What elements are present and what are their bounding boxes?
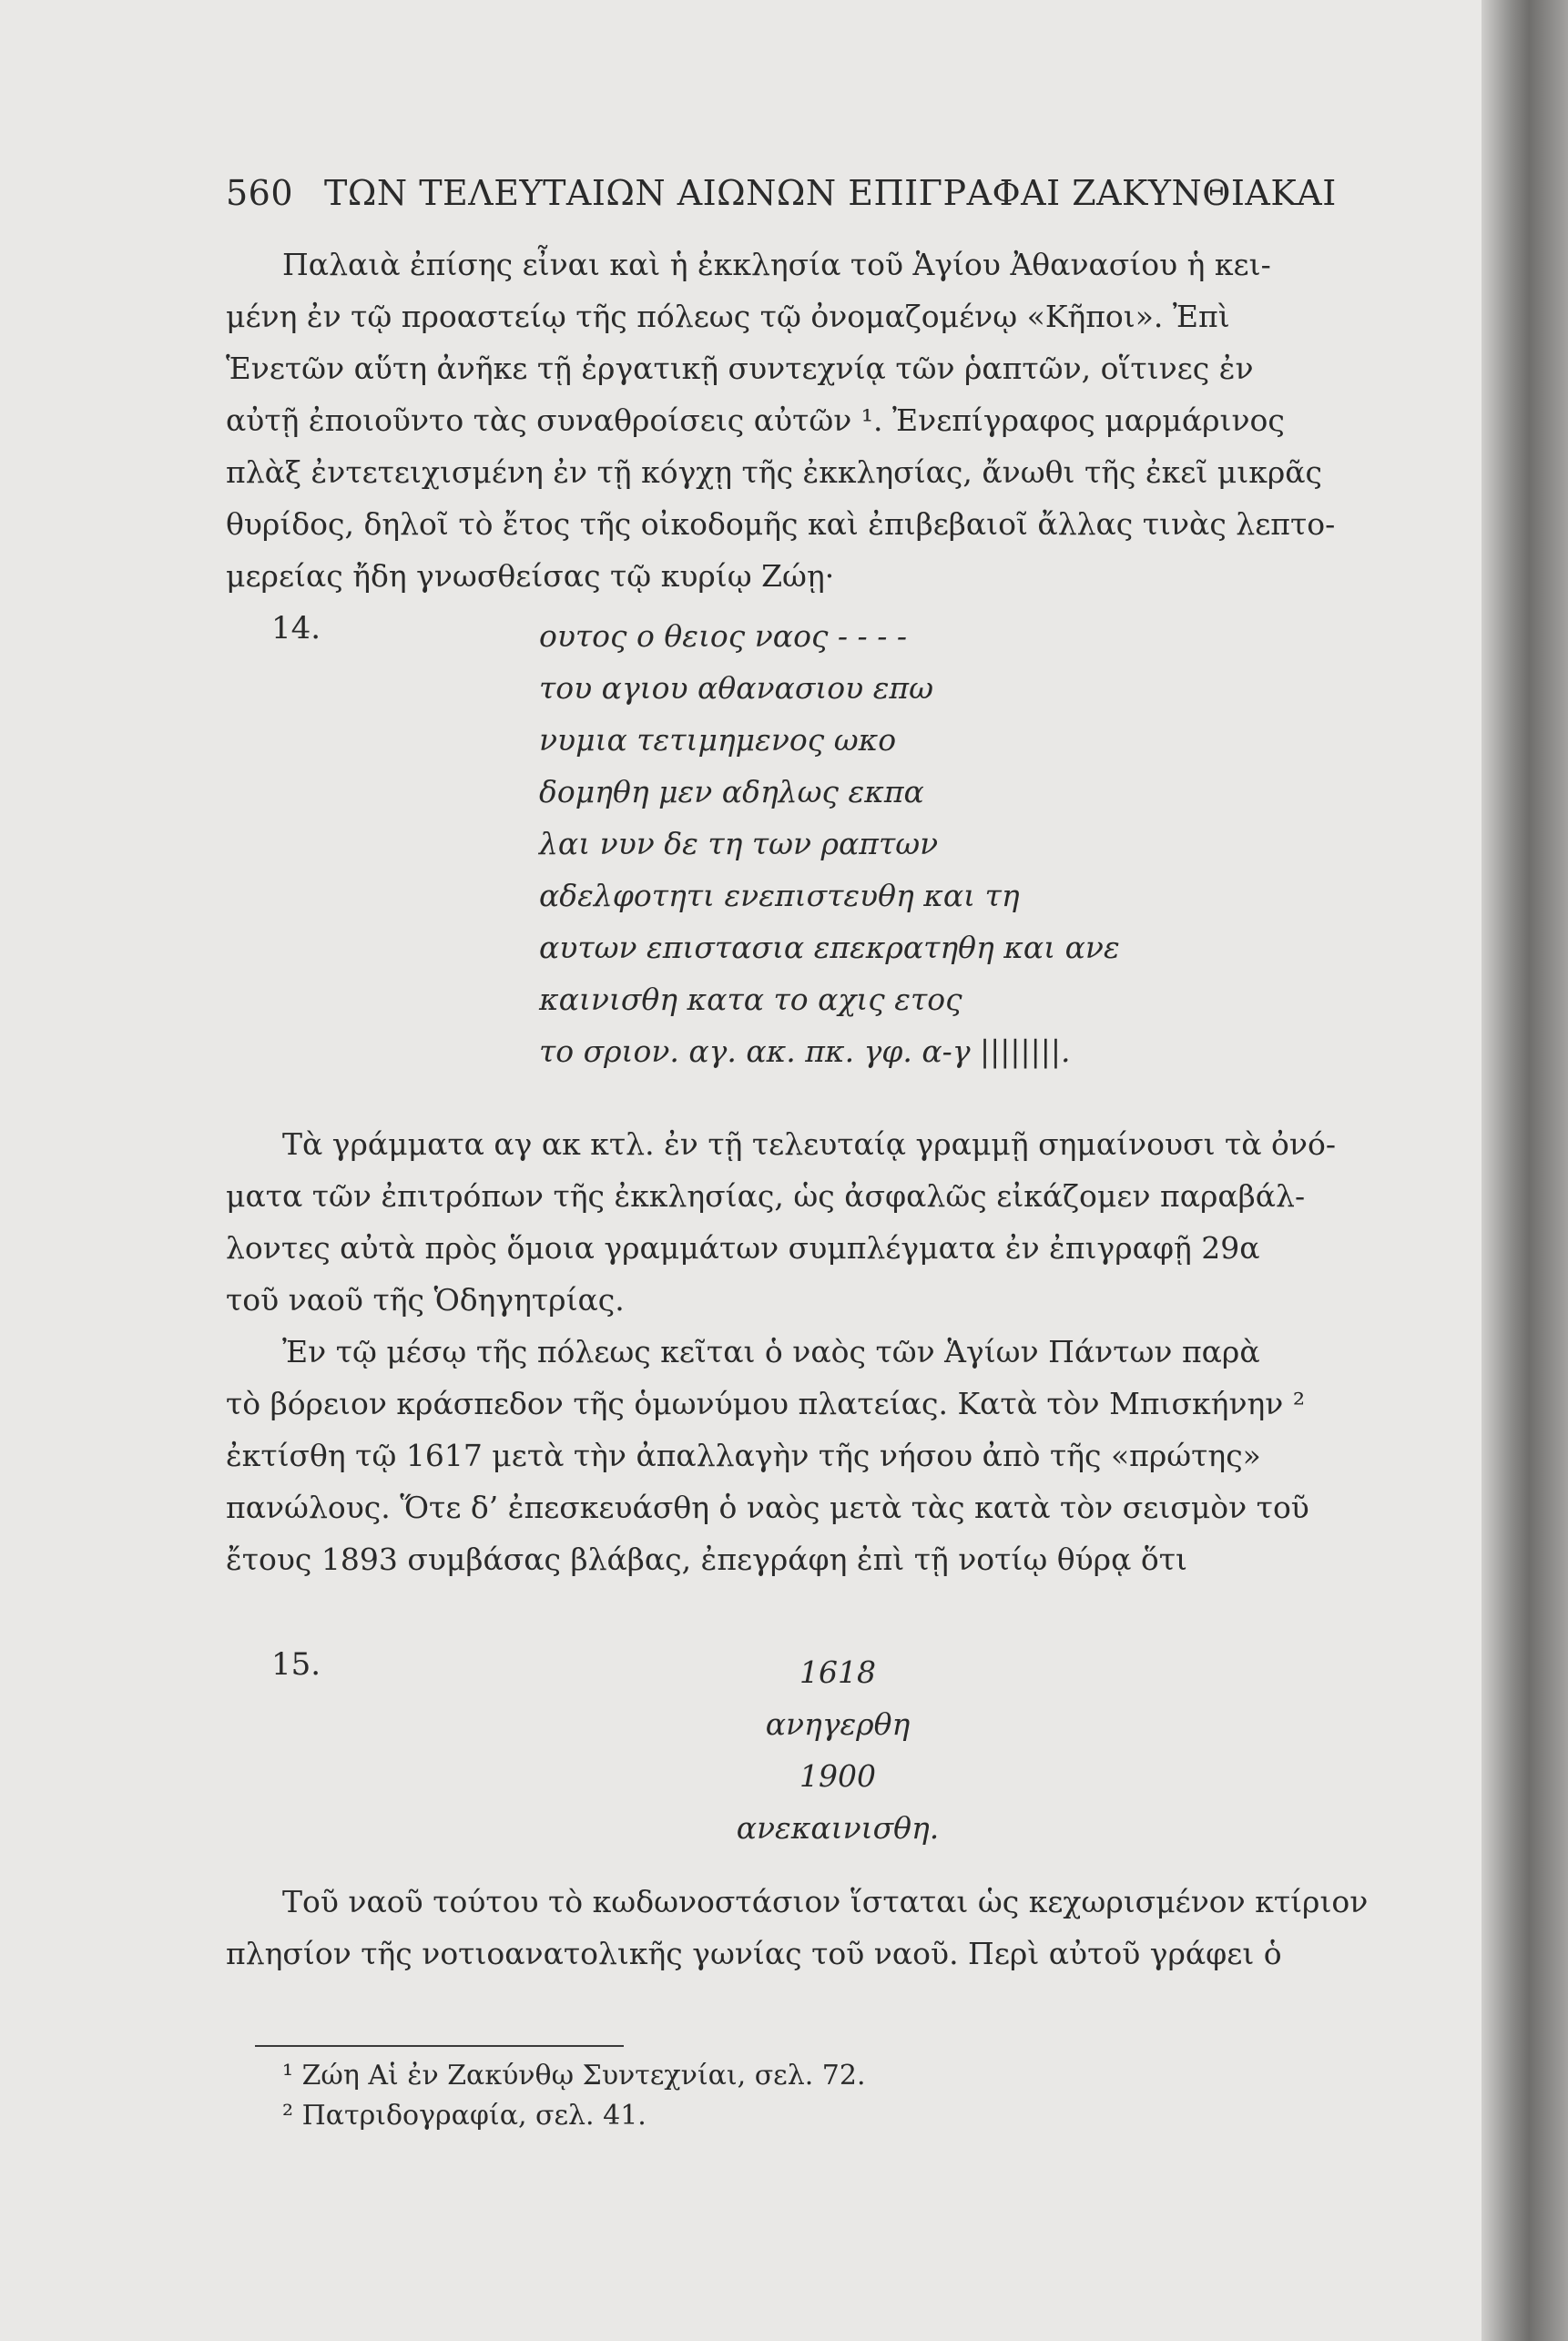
text-line: ματα τῶν ἐπιτρόπων τῆς ἐκκλησίας, ὡς ἀσφαλῶς εἰκάζομεν παραβάλ- (226, 1178, 1306, 1214)
footnote-rule (255, 2045, 624, 2047)
page-edge-shadow (1481, 0, 1568, 2341)
text-line: ἔτους 1893 συμβάσας βλάβας, ἐπεγράφη ἐπὶ τῇ νοτίῳ θύρᾳ ὅτι (226, 1542, 1187, 1577)
text-line: μερείας ἤδη γνωσθείσας τῷ κυρίῳ Ζώῃ· (226, 558, 835, 594)
text-line: ἐκτίσθη τῷ 1617 μετὰ τὴν ἀπαλλαγὴν τῆς νήσου ἀπὸ τῆς «πρώτης» (226, 1438, 1261, 1473)
inscription-line: το σριον. αγ. ακ. πκ. γφ. α-γ ||||||||. (539, 1033, 1071, 1069)
inscription-14 (539, 610, 1120, 1077)
text-line: Ἑνετῶν αὕτη ἀνῆκε τῇ ἐργατικῇ συντεχνίᾳ τῶν ῥαπτῶν, οἵτινες ἐν (226, 351, 1254, 386)
text-line: Ἐν τῷ μέσῳ τῆς πόλεως κεῖται ὁ ναὸς τῶν Ἁγίων Πάντων παρὰ (282, 1334, 1260, 1369)
text-line: Τὰ γράμματα αγ ακ κτλ. ἐν τῇ τελευταίᾳ γραμμῇ σημαίνουσι τὰ ὀνό- (282, 1126, 1336, 1162)
text-line: πλησίον τῆς νοτιοανατολικῆς γωνίας τοῦ ναοῦ. Περὶ αὐτοῦ γράφει ὁ (226, 1936, 1282, 1971)
paragraph-2 (226, 1118, 1400, 1326)
text-line: τὸ βόρειον κράσπεδον τῆς ὁμωνύμου πλατείας. Κατὰ τὸν Μπισκήνην ² (226, 1386, 1306, 1421)
inscription-15 (674, 1646, 1002, 1854)
running-title: ΤΩΝ ΤΕΛΕΥΤΑΙΩΝ ΑΙΩΝΩΝ ΕΠΙΓΡΑΦΑΙ ΖΑΚΥΝΘΙΑΚΑΙ (324, 173, 1337, 213)
text-line: μένη ἐν τῷ προαστείῳ τῆς πόλεως τῷ ὀνομαζομένῳ «Κῆποι». Ἐπὶ (226, 299, 1230, 334)
running-header (226, 173, 1337, 213)
text-line: πλὰξ ἐντετειχισμένη ἐν τῇ κόγχῃ τῆς ἐκκλησίας, ἄνωθι τῆς ἐκεῖ μικρᾶς (226, 454, 1322, 490)
inscription-line: 1618 (799, 1654, 876, 1690)
page-number: 560 (226, 173, 294, 213)
inscription-line: λαι νυν δε τη των ραπτων (539, 826, 939, 861)
text-line: πανώλους. Ὅτε δ’ ἐπεσκευάσθη ὁ ναὸς μετὰ τὰς κατὰ τὸν σεισμὸν τοῦ (226, 1490, 1309, 1525)
inscription-line: ανηγερθη (765, 1706, 911, 1742)
text-line: θυρίδος, δηλοῖ τὸ ἔτος τῆς οἰκοδομῆς καὶ ἐπιβεβαιοῖ ἄλλας τινὰς λεπτο- (226, 506, 1336, 542)
text-line: λοντες αὐτὰ πρὸς ὅμοια γραμμάτων συμπλέγματα ἐν ἐπιγραφῇ 29α (226, 1230, 1260, 1266)
paragraph-4 (226, 1876, 1400, 1980)
inscription-line: αδελφοτητι ενεπιστευθη και τη (539, 878, 1020, 913)
inscription-number: 15. (271, 1646, 321, 1683)
inscription-line: ανεκαινισθη. (736, 1810, 940, 1846)
inscription-line: αυτων επιστασια επεκρατηθη και ανε (539, 930, 1120, 965)
text-line: τοῦ ναοῦ τῆς Ὁδηγητρίας. (226, 1282, 625, 1318)
inscription-line: του αγιου αθανασιου επω (539, 670, 934, 706)
paragraph-1 (226, 239, 1400, 602)
footnote-1: ¹ Ζώη Αἱ ἐν Ζακύνθῳ Συντεχνίαι, σελ. 72. (282, 2060, 866, 2092)
footnote-2: ² Πατριδογραφία, σελ. 41. (282, 2100, 647, 2132)
inscription-line: καινισθη κατα το αχις ετος (539, 982, 962, 1017)
paragraph-3 (226, 1326, 1400, 1585)
text-line: Τοῦ ναοῦ τούτου τὸ κωδωνοστάσιον ἵσταται ὡς κεχωρισμένον κτίριον (282, 1884, 1369, 1919)
text-line: Παλαιὰ ἐπίσης εἶναι καὶ ἡ ἐκκλησία τοῦ Ἁγίου Ἀθανασίου ἡ κει- (282, 247, 1271, 282)
inscription-line: ουτος ο θειος ναος - - - - (539, 618, 907, 654)
inscription-number: 14. (271, 610, 321, 646)
inscription-line: νυμια τετιμημενος ωκο (539, 722, 897, 758)
text-line: αὐτῇ ἐποιοῦντο τὰς συναθροίσεις αὐτῶν ¹. Ἐνεπίγραφος μαρμάρινος (226, 402, 1285, 438)
inscription-line: 1900 (799, 1758, 876, 1794)
inscription-line: δομηθη μεν αδηλως εκπα (539, 774, 924, 809)
